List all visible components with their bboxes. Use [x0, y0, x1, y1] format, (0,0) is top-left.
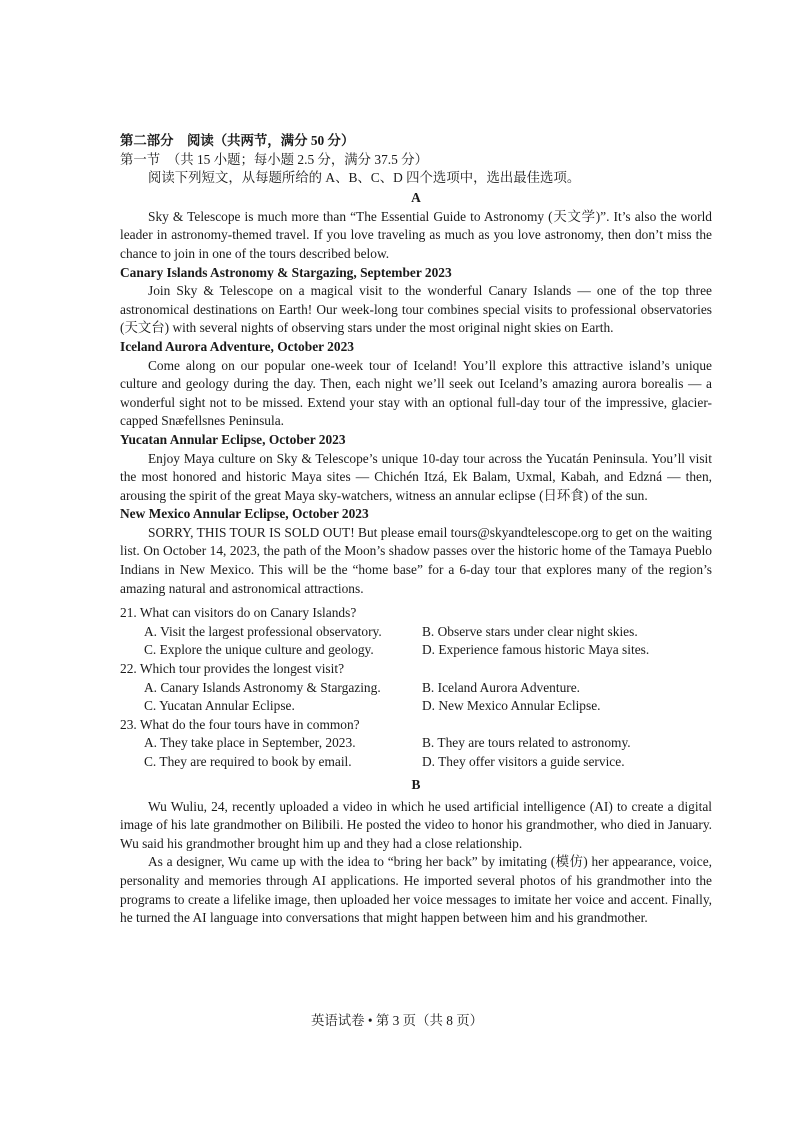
passage-b-letter: B [411, 776, 421, 792]
q22-option-b: B. Iceland Aurora Adventure. [422, 679, 581, 695]
section-heading: 第一节 （共 15 小题；每小题 2.5 分，满分 37.5 分） [120, 151, 428, 167]
q23-option-c: C. They are required to book by email. [144, 754, 352, 769]
tour-title-new-mexico: New Mexico Annular Eclipse, October 2023 [120, 506, 369, 522]
tour-title-canary: Canary Islands Astronomy & Stargazing, September 2023 [120, 264, 452, 280]
passage-b-paragraph-2: As a designer, Wu came up with the idea to “bring her back” by imitating (模仿) her appearance, voice, personality and memories through AI applications. He imported several photos of his grandmother into the programs to create a lifelike image, then uploaded her voice messages to imitate her voice and accent. Finally, he turned the AI language into conversations that might happen between him and his grandmother. [120, 854, 712, 926]
tour-text-new-mexico: SORRY, THIS TOUR IS SOLD OUT! But please email tours@skyandtelescope.org to get on the waiting list. On October 14, 2023, the path of the Moon’s shadow passes over the historic home of the Tamaya Pueblo Indians in New Mexico. This will be the “home base” for a 6-day tour that explores many of the region’s amazing natural and astronomical attractions. [120, 524, 712, 596]
q21-option-a: A. Visit the largest professional observatory. [144, 623, 382, 639]
instruction-text: 阅读下列短文，从每题所给的 A、B、C、D 四个选项中，选出最佳选项。 [148, 170, 581, 186]
q23-option-b: B. They are tours related to astronomy. [422, 735, 631, 751]
q22-option-a: A. Canary Islands Astronomy & Stargazing. [144, 679, 381, 695]
question-22-stem: 22. Which tour provides the longest visit? [120, 661, 345, 677]
q22-option-c: C. Yucatan Annular Eclipse. [144, 698, 295, 714]
question-23-options [120, 734, 712, 771]
question-22-options [120, 679, 712, 716]
tour-text-yucatan: Enjoy Maya culture on Sky & Telescope’s unique 10-day tour across the Yucatán Peninsula. You’ll visit the most honored and historic Maya sites — Chichén Itzá, Ek Balam, Uxmal, Kabah, and Edzná — then, arousing the spirit of the great Maya sky-watchers, witness an annular eclipse (日环食) of the sun. [120, 450, 712, 503]
q21-option-c: C. Explore the unique culture and geology. [144, 642, 374, 658]
part-heading: 第二部分 阅读（共两节，满分 50 分） [120, 133, 355, 148]
passage-a-letter: A [411, 189, 421, 205]
tour-title-iceland: Iceland Aurora Adventure, October 2023 [120, 338, 354, 354]
tour-text-iceland: Come along on our popular one-week tour of Iceland! You’ll explore this attractive island’s unique culture and geology during the day. Then, each night we’ll seek out Iceland’s amazing aurora borealis — a wonderful sight not to be missed. Extend your stay with an optional full-day tour of the impressive, glacier-capped Snæfellsnes Peninsula. [120, 357, 712, 429]
passage-b-paragraph-1: Wu Wuliu, 24, recently uploaded a video in which he used artificial intelligence (AI) to create a digital image of his late grandmother on Bilibili. He posted the video to honor his grandmother, who died in January. Wu said his grandmother brought him up and they had a close relationship. [120, 798, 712, 851]
question-23-stem: 23. What do the four tours have in common? [120, 716, 360, 732]
page-footer: 英语试卷 • 第 3 页（共 8 页） [310, 1013, 484, 1028]
passage-a-intro: Sky & Telescope is much more than “The Essential Guide to Astronomy (天文学)”. It’s also the world leader in astronomy-themed travel. If you love traveling as much as you love astronomy, then don’t miss the chance to join in one of the tours described below. [120, 208, 712, 261]
q21-option-d: D. Experience famous historic Maya sites. [422, 642, 650, 658]
q21-option-b: B. Observe stars under clear night skies. [422, 623, 638, 639]
tour-title-yucatan: Yucatan Annular Eclipse, October 2023 [120, 431, 346, 447]
question-21-stem: 21. What can visitors do on Canary Islands? [120, 605, 357, 621]
q23-option-d: D. They offer visitors a guide service. [422, 754, 625, 769]
q23-option-a: A. They take place in September, 2023. [144, 735, 356, 751]
q22-option-d: D. New Mexico Annular Eclipse. [422, 698, 601, 714]
tour-text-canary: Join Sky & Telescope on a magical visit to the wonderful Canary Islands — one of the top three astronomical destinations on Earth! Our week-long tour combines special visits to professional observatories (天文台) with several nights of observing stars under the most original night skies on Earth. [120, 283, 712, 336]
question-21-options [120, 623, 712, 660]
